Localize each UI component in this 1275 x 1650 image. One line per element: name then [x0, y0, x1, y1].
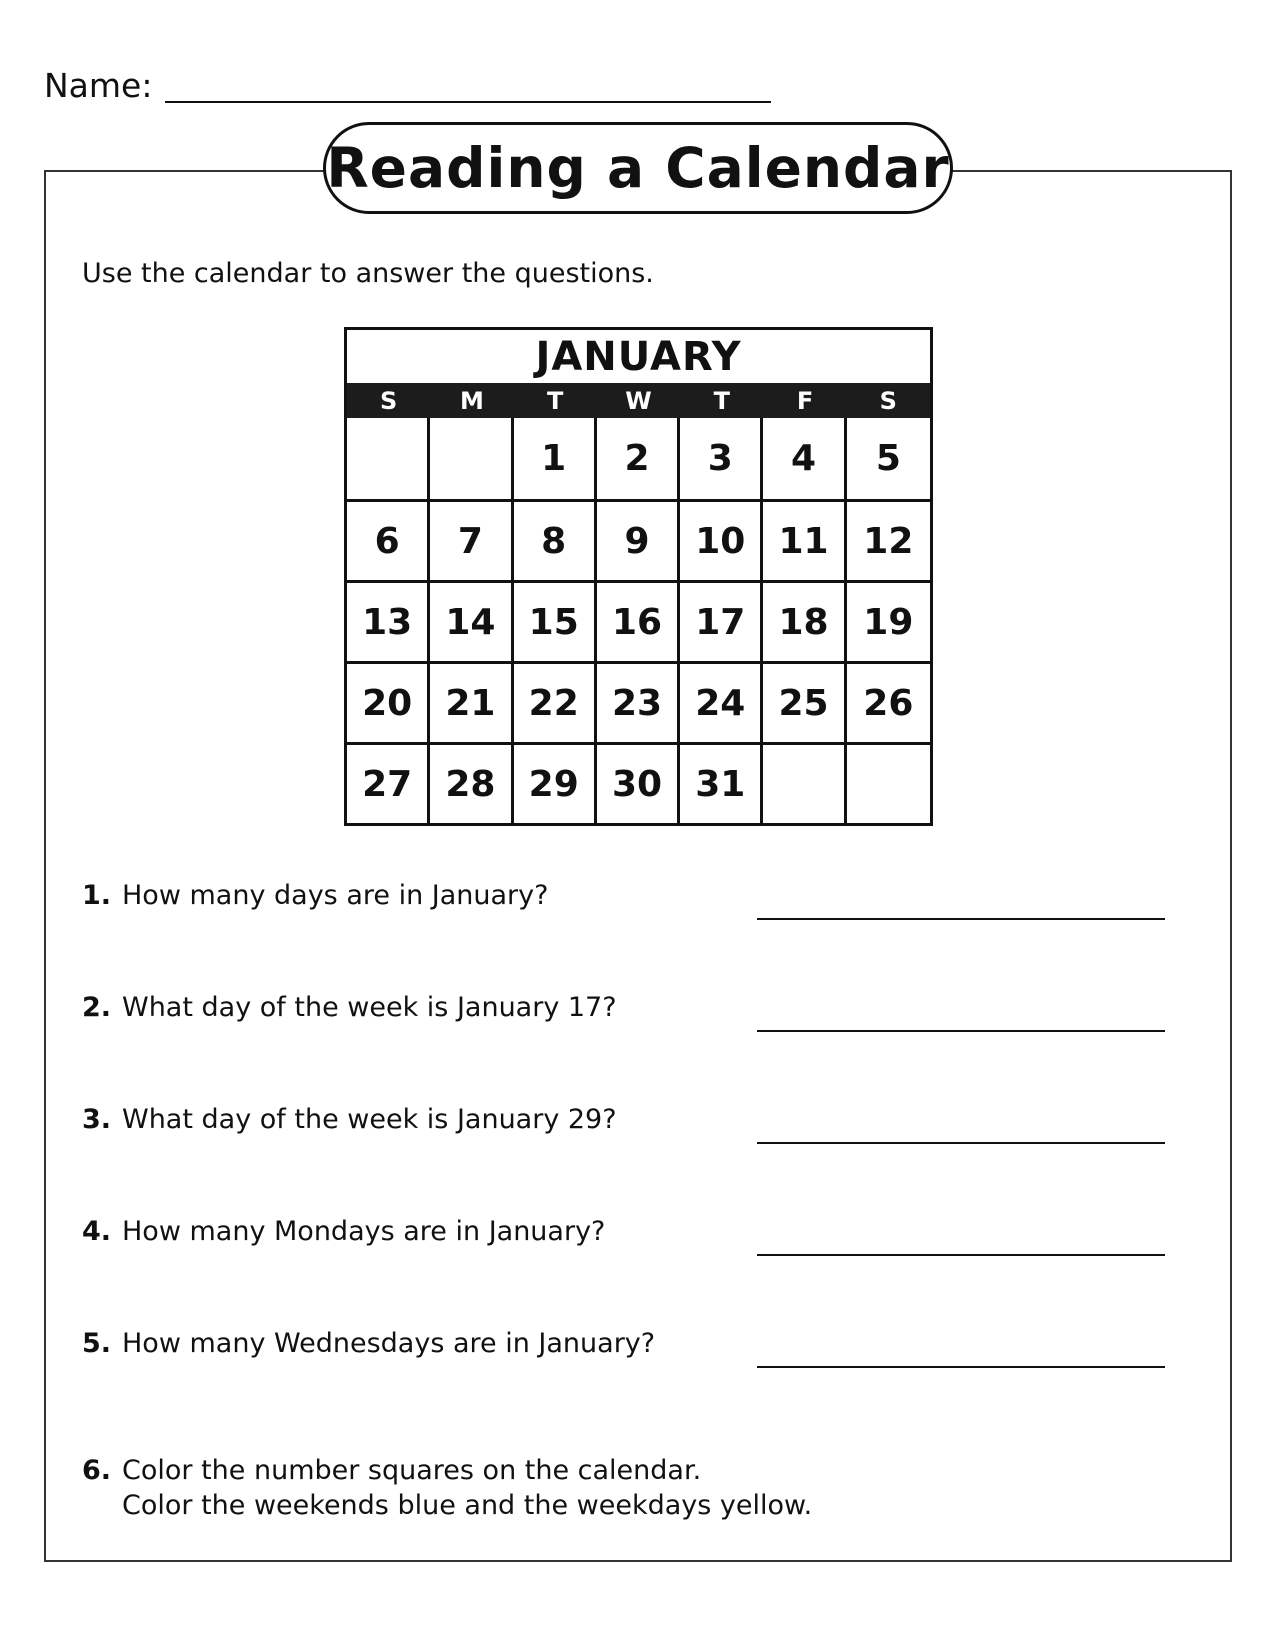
calendar-day-cell: 25	[763, 661, 846, 742]
question-number: 1.	[82, 880, 112, 911]
question-number: 4.	[82, 1216, 112, 1247]
question-text: What day of the week is January 17?	[122, 992, 617, 1023]
calendar-day-cell: 5	[875, 438, 901, 479]
calendar-day-cell: 24	[680, 661, 763, 742]
question-text: What day of the week is January 29?	[122, 1104, 617, 1135]
calendar-day-cell: 17	[680, 580, 763, 661]
calendar-day-cell: 7	[430, 499, 513, 580]
title-badge	[323, 122, 953, 214]
instructions: Use the calendar to answer the questions.	[82, 258, 654, 289]
weekday-label: W	[625, 386, 652, 415]
calendar-grid	[347, 418, 930, 823]
calendar-day-cell: 13	[347, 580, 430, 661]
answer-line-3[interactable]	[757, 1142, 1165, 1144]
calendar-day-cell: 22	[514, 661, 597, 742]
question-6	[82, 1455, 701, 1486]
answer-line-2[interactable]	[757, 1030, 1165, 1032]
answer-line-4[interactable]	[757, 1254, 1165, 1256]
calendar-day-cell: 19	[847, 580, 930, 661]
weekday-label: T	[713, 386, 730, 415]
calendar-day-cell: 3	[680, 418, 763, 499]
calendar-month: JANUARY	[535, 333, 742, 380]
question-number: 2.	[82, 992, 112, 1023]
calendar-day-cell: 8	[514, 499, 597, 580]
name-label: Name:	[44, 66, 153, 105]
calendar-day-cell: 18	[763, 580, 846, 661]
answer-line-1[interactable]	[757, 918, 1165, 920]
calendar-day-cell: 2	[597, 418, 680, 499]
calendar-day-cell: 29	[514, 742, 597, 823]
question-text: Color the number squares on the calendar.	[122, 1455, 702, 1486]
calendar-day-cell: 14	[430, 580, 513, 661]
question-1	[82, 880, 548, 911]
calendar-day-cell: 27	[347, 742, 430, 823]
question-number: 6.	[82, 1455, 112, 1486]
calendar-day-cell: 15	[514, 580, 597, 661]
weekday-label: S	[879, 386, 897, 415]
calendar-day-cell: 28	[430, 742, 513, 823]
weekday-label: M	[459, 386, 484, 415]
calendar-day-cell: 10	[680, 499, 763, 580]
calendar-day-cell	[847, 742, 930, 823]
question-text: How many Mondays are in January?	[122, 1216, 606, 1247]
calendar-day-cell: 30	[597, 742, 680, 823]
question-text: How many days are in January?	[122, 880, 549, 911]
calendar-day-cell: 1	[514, 418, 597, 499]
question-number: 3.	[82, 1104, 112, 1135]
question-3	[82, 1104, 617, 1135]
calendar-day-cell: 12	[847, 499, 930, 580]
weekday-label: S	[379, 386, 398, 415]
question-text-continued: Color the weekends blue and the weekdays yellow.	[122, 1490, 813, 1521]
calendar-day-cell: 26	[847, 661, 930, 742]
calendar-day-cell: 6	[347, 499, 430, 580]
calendar-day-cell: 23	[597, 661, 680, 742]
calendar-day-cell: 9	[597, 499, 680, 580]
calendar-day-cell: 16	[597, 580, 680, 661]
calendar-day-cell	[430, 418, 513, 499]
calendar-day-cell: 20	[347, 661, 430, 742]
calendar-day-cell: 21	[430, 661, 513, 742]
question-5	[82, 1328, 655, 1359]
question-2	[82, 992, 617, 1023]
weekday-header	[347, 383, 930, 418]
name-answer-line[interactable]	[165, 101, 771, 103]
calendar-day-cell	[763, 742, 846, 823]
calendar-day-cell: 4	[763, 418, 846, 499]
answer-line-5[interactable]	[757, 1366, 1165, 1368]
weekday-label: T	[547, 386, 564, 415]
calendar	[344, 327, 933, 826]
calendar-day-cell: 11	[763, 499, 846, 580]
page-title: Reading a Calendar	[326, 136, 950, 200]
calendar-day-cell	[347, 418, 430, 499]
question-text: How many Wednesdays are in January?	[122, 1328, 656, 1359]
weekday-label: F	[796, 386, 814, 415]
calendar-day-cell: 31	[680, 742, 763, 823]
question-number: 5.	[82, 1328, 112, 1359]
question-4	[82, 1216, 605, 1247]
